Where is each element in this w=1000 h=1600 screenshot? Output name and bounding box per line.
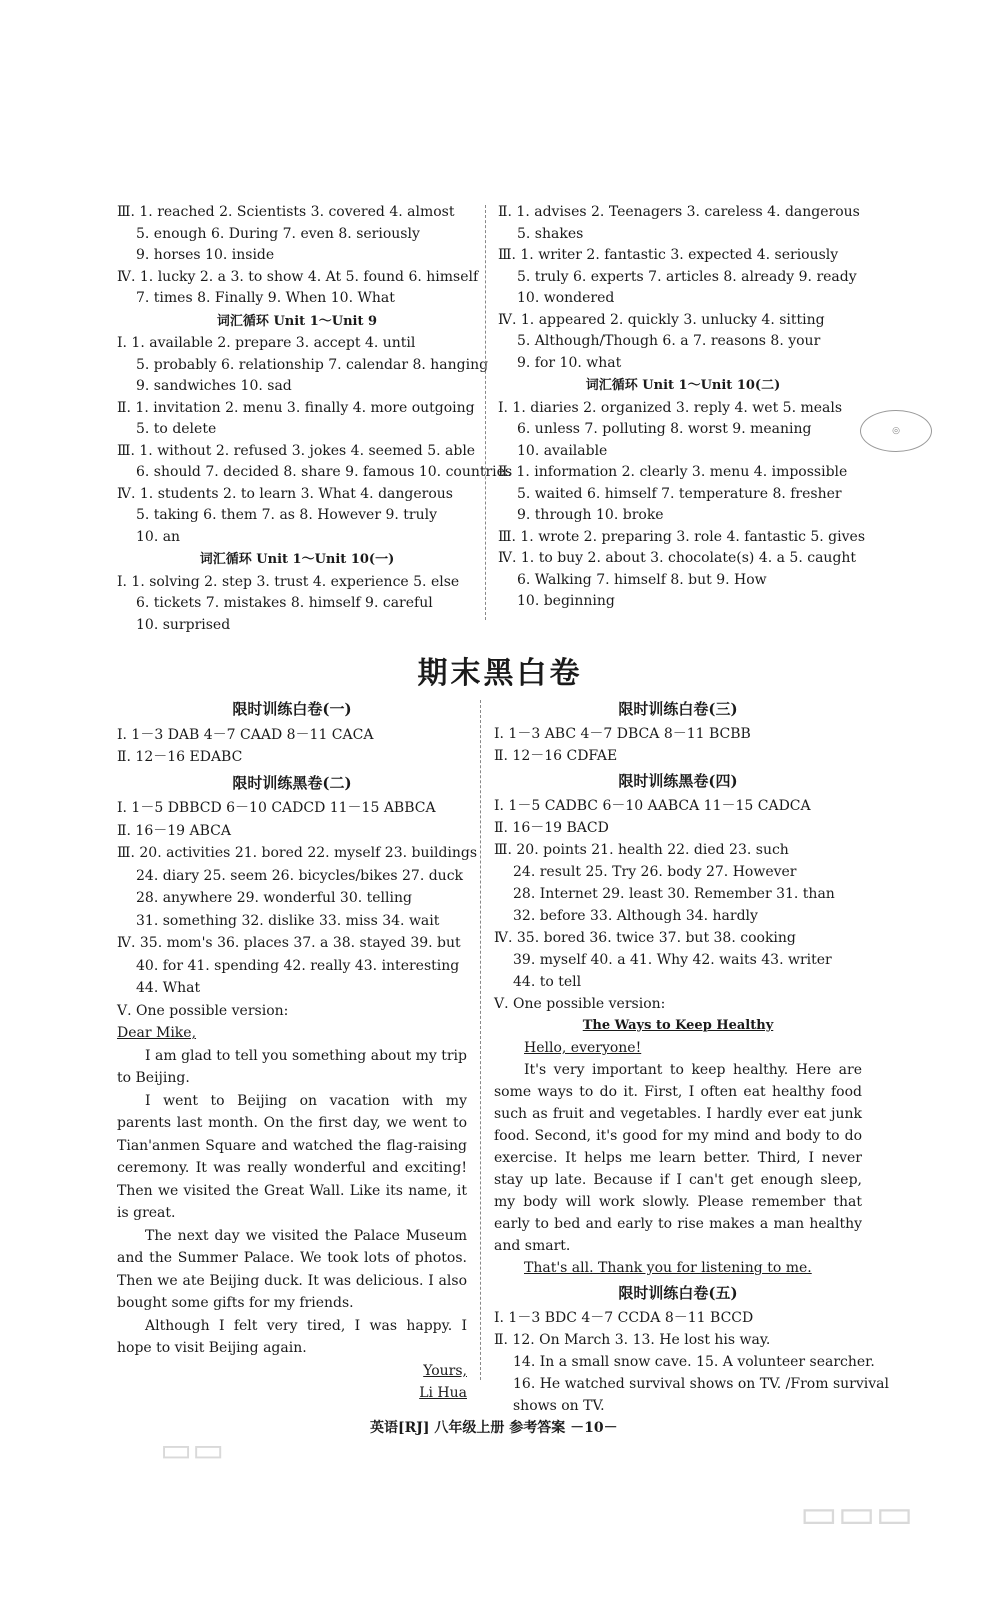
answer-line: 44. What [136,980,201,996]
answer-line: 10. beginning [517,593,615,609]
answer-line: Ⅳ. 1. to buy 2. about 3. chocolate(s) 4. a 5. caught [498,550,857,566]
section-heading: 限时训练白卷(三) [618,700,738,718]
letter-paragraph: Although I felt very tired, I was happy. I hope to visit Beijing again. [117,1317,467,1356]
watermark-logo: ▭▭ [160,1430,225,1470]
letter-paragraph: I am glad to tell you something about my trip to Beijing. [117,1047,467,1086]
top-right-column [498,202,868,613]
answer-line: 10. surprised [136,616,231,633]
answer-line: Ⅱ. 1. advises 2. Teenagers 3. careless 4. dangerous [498,204,860,220]
answer-line: 10. wondered [517,290,615,306]
answer-line: 7. times 8. Finally 9. When 10. What [136,290,395,306]
answer-line: Ⅳ. 35. bored 36. twice 37. but 38. cooking [494,930,796,946]
answer-line: Ⅳ. 1. appeared 2. quickly 3. unlucky 4. sitting [498,311,825,328]
answer-line: Ⅱ. 12－16 EDABC [117,749,243,765]
column-divider [485,205,486,620]
answer-line: 24. result 25. Try 26. body 27. However [513,864,797,880]
letter-paragraph: I went to Beijing on vacation with my parents last month. On the first day, we went to Tian'anmen Square and watched the flag-raising ceremony. It was really wonderful and exciting! Then we visited the Great Wall. Like its name, it is great. [117,1092,467,1221]
stamp-icon: ◎ [860,410,932,452]
answer-line: 24. diary 25. seem 26. bicycles/bikes 27. duck [136,867,464,884]
watermark-logo: ▭▭▭ [800,1490,914,1537]
answer-line: shows on TV. [513,1398,605,1414]
answer-line: Ⅱ. 12－16 CDFAE [494,748,618,764]
answer-line: 10. an [136,528,181,545]
answer-line: Ⅱ. 1. invitation 2. menu 3. finally 4. more outgoing [117,399,475,416]
answer-line: Ⅲ. 1. writer 2. fantastic 3. expected 4. seriously [498,247,839,263]
answer-line: Ⅰ. 1. solving 2. step 3. trust 4. experience 5. else [117,573,460,590]
answer-line: 6. Walking 7. himself 8. but 9. How [517,571,767,588]
answer-line: Ⅲ. 1. wrote 2. preparing 3. role 4. fantastic 5. gives [498,528,866,545]
column-divider [480,700,481,1380]
answer-line: Ⅰ. 1. diaries 2. organized 3. reply 4. wet 5. meals [498,399,843,416]
answer-line: Ⅰ. 1－5 CADBC 6－10 AABCA 11－15 CADCA [494,798,811,814]
section-heading: 限时训练白卷(五) [618,1284,738,1302]
answer-line: Ⅱ. 1. information 2. clearly 3. menu 4. impossible [498,464,848,480]
answer-line: Ⅴ. One possible version: [494,996,666,1012]
essay-paragraph: It's very important to keep healthy. Here are some ways to do it. First, I often eat healthy food such as fruit and vegetables. I hardly ever eat junk food. Second, it's good for my mind and body to do exercise. It helps me learn better. Third, I never stay up late. Because if I can't get enough sleep, my body will work slowly. Please remember that early to bed and early to rise makes a man healthy and smart. [494,1062,862,1254]
answer-line: Ⅳ. 1. lucky 2. a 3. to show 4. At 5. found 6. himself [117,268,479,285]
answer-line: 9. sandwiches 10. sad [136,378,292,394]
essay-closing: That's all. Thank you for listening to me. [524,1260,812,1276]
answer-line: 5. truly 6. experts 7. articles 8. already 9. ready [517,268,857,285]
answer-line: 16. He watched survival shows on TV. /From survival [513,1376,889,1392]
answer-line: Ⅳ. 35. mom's 36. places 37. a 38. stayed 39. but [117,935,461,951]
answer-line: 5. shakes [517,225,584,242]
bottom-right-column [494,695,889,1417]
letter-paragraph: The next day we visited the Palace Museum and the Summer Palace. We took lots of photos. Then we ate Beijing duck. It was delicious. I also bought some gifts for my friends. [117,1227,467,1311]
answer-line: 5. Although/Though 6. a 7. reasons 8. your [517,333,821,349]
answer-line: 9. through 10. broke [517,507,664,523]
letter-signature: Li Hua [419,1385,467,1401]
answer-line: 9. for 10. what [517,354,622,371]
answer-line: Ⅲ. 1. without 2. refused 3. jokes 4. seemed 5. able [117,442,476,459]
answer-line: 28. Internet 29. least 30. Remember 31. than [513,886,835,902]
section-heading: 词汇循环 Unit 1～Unit 10(二) [585,378,781,393]
answer-line: Ⅴ. One possible version: [117,1002,289,1019]
answer-line: Ⅲ. 20. activities 21. bored 22. myself 23. buildings [117,845,478,861]
answer-line: 5. to delete [136,421,217,437]
section-heading: 限时训练黑卷(二) [232,773,352,792]
letter-closing: Yours, [423,1362,467,1379]
essay-title: The Ways to Keep Healthy [582,1018,774,1033]
section-heading: 限时训练黑卷(四) [618,772,738,790]
answer-line: Ⅱ. 16－19 BACD [494,820,609,836]
answer-line: Ⅰ. 1－5 DBBCD 6－10 CADCD 11－15 ABBCA [117,800,436,816]
answer-line: 6. tickets 7. mistakes 8. himself 9. careful [136,595,433,611]
essay-greeting: Hello, everyone! [524,1040,642,1056]
answer-line: 5. probably 6. relationship 7. calendar 8. hanging [136,356,489,373]
bottom-left-column [117,695,478,1405]
answer-line: 5. enough 6. During 7. even 8. seriously [136,225,420,242]
top-left-column [117,202,513,636]
answer-line: Ⅰ. 1－3 BDC 4－7 CCDA 8－11 BCCD [494,1310,754,1326]
answer-line: Ⅱ. 16－19 ABCA [117,822,231,839]
section-heading: 词汇循环 Unit 1～Unit 10(一) [199,552,395,567]
answer-line: Ⅱ. 12. On March 3. 13. He lost his way. [494,1332,771,1348]
answer-line: Ⅰ. 1－3 ABC 4－7 DBCA 8－11 BCBB [494,726,751,742]
answer-line: 6. should 7. decided 8. share 9. famous 10. countries [136,464,513,480]
answer-line: 44. to tell [513,974,582,990]
answer-line: 32. before 33. Although 34. hardly [513,908,758,924]
answer-line: 5. taking 6. them 7. as 8. However 9. truly [136,507,437,523]
answer-line: Ⅰ. 1. available 2. prepare 3. accept 4. until [117,335,416,351]
letter-greeting: Dear Mike, [117,1025,197,1041]
answer-line: 14. In a small snow cave. 15. A volunteer searcher. [513,1354,875,1370]
answer-line: Ⅲ. 1. reached 2. Scientists 3. covered 4. almost [117,204,455,220]
answer-line: 28. anywhere 29. wonderful 30. telling [136,890,412,906]
answer-line: 9. horses 10. inside [136,247,275,263]
answer-line: 31. something 32. dislike 33. miss 34. wait [136,912,440,929]
page-footer: 英语[RJ] 八年级上册 参考答案 －10－ [370,1420,618,1436]
section-heading: 限时训练白卷(一) [232,700,352,718]
answer-line: 39. myself 40. a 41. Why 42. waits 43. writer [513,952,832,968]
answer-line: Ⅰ. 1－3 DAB 4－7 CAAD 8－11 CACA [117,726,374,743]
page-title: 期末黑白卷 [417,656,583,691]
answer-line: Ⅲ. 20. points 21. health 22. died 23. such [494,842,789,858]
answer-line: Ⅳ. 1. students 2. to learn 3. What 4. dangerous [117,485,453,502]
answer-line: 40. for 41. spending 42. really 43. interesting [136,957,460,974]
answer-line: 5. waited 6. himself 7. temperature 8. fresher [517,485,842,502]
answer-line: 10. available [517,442,608,459]
section-heading: 词汇循环 Unit 1～Unit 9 [216,313,378,329]
answer-line: 6. unless 7. polluting 8. worst 9. meaning [517,421,812,437]
